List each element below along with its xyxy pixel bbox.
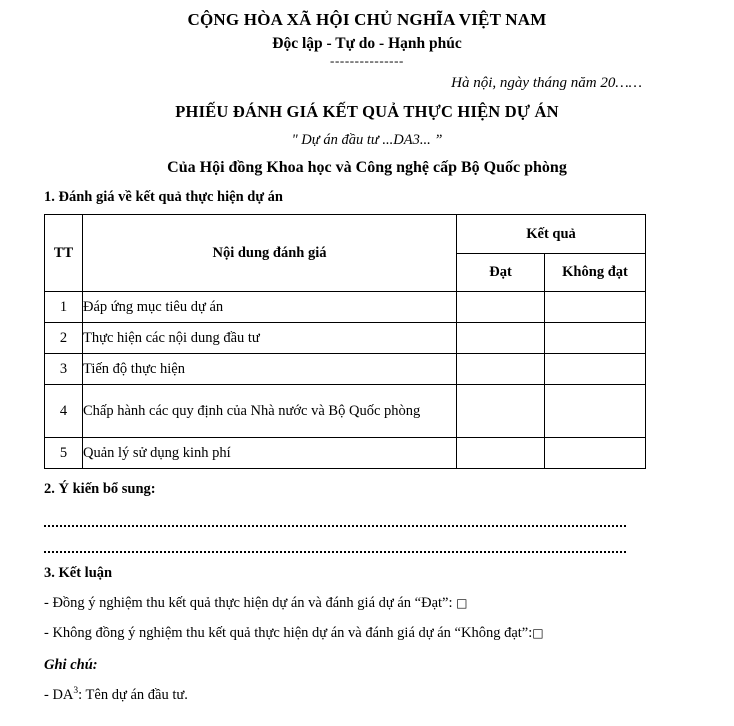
document-subtitle: " Dự án đầu tư ...DA3... ” [291, 132, 443, 149]
row-number: 4 [45, 385, 83, 438]
table-row [45, 438, 646, 469]
column-header-fail: Không đạt [545, 254, 646, 292]
note-prefix: - DA [44, 687, 74, 704]
row-pass-cell[interactable] [457, 438, 545, 469]
national-header [0, 0, 734, 68]
row-content: Chấp hành các quy định của Nhà nước và Bộ Quốc phòng [83, 385, 457, 438]
row-number: 1 [45, 292, 83, 323]
row-pass-cell[interactable] [457, 385, 545, 438]
row-content: Quản lý sử dụng kinh phí [83, 438, 457, 469]
table-header [45, 215, 646, 292]
table-row [45, 385, 646, 438]
checkbox-accept-icon[interactable]: □ [456, 596, 468, 611]
council-line: Của Hội đồng Khoa học và Công nghệ cấp Bộ Quốc phòng [167, 159, 567, 177]
row-pass-cell[interactable] [457, 292, 545, 323]
table-row [45, 354, 646, 385]
section-3-heading: 3. Kết luận [44, 565, 113, 582]
conclusion-reject-label: - Không đồng ý nghiệm thu kết quả thực hiện dự án và đánh giá dự án “Không đạt”: [44, 625, 533, 642]
nation-name: CỘNG HÒA XÃ HỘI CHỦ NGHĨA VIỆT NAM [187, 10, 547, 29]
comment-line-1[interactable] [44, 525, 626, 527]
comment-line-2[interactable] [44, 551, 626, 553]
row-number: 3 [45, 354, 83, 385]
table-row [45, 323, 646, 354]
conclusion-item-accept [44, 595, 734, 612]
date-line: Hà nội, ngày tháng năm 20…… [451, 75, 642, 92]
row-content: Tiến độ thực hiện [83, 354, 457, 385]
row-number: 5 [45, 438, 83, 469]
row-number: 2 [45, 323, 83, 354]
national-motto: Độc lập - Tự do - Hạnh phúc [272, 34, 462, 52]
note-suffix: : Tên dự án đầu tư. [78, 687, 188, 704]
row-pass-cell[interactable] [457, 323, 545, 354]
column-header-tt: TT [45, 215, 83, 292]
page-title: PHIẾU ĐÁNH GIÁ KẾT QUẢ THỰC HIỆN DỰ ÁN [175, 102, 559, 122]
table-row [45, 292, 646, 323]
checkbox-reject-icon[interactable]: □ [532, 626, 544, 641]
row-fail-cell[interactable] [545, 292, 646, 323]
section-2-heading: 2. Ý kiến bổ sung: [44, 481, 156, 498]
notes-heading: Ghi chú: [44, 657, 98, 674]
conclusion-item-reject [44, 625, 734, 642]
row-fail-cell[interactable] [545, 323, 646, 354]
row-fail-cell[interactable] [545, 438, 646, 469]
row-content: Đáp ứng mục tiêu dự án [83, 292, 457, 323]
column-header-result: Kết quả [457, 215, 646, 254]
note-superscript: 3 [73, 686, 79, 697]
section-1-heading: 1. Đánh giá về kết quả thực hiện dự án [44, 189, 283, 206]
evaluation-table [44, 214, 646, 469]
conclusion-accept-label: - Đồng ý nghiệm thu kết quả thực hiện dự án và đánh giá dự án “Đạt”: [44, 595, 453, 612]
table-header-row-1 [45, 215, 646, 254]
column-header-content: Nội dung đánh giá [83, 215, 457, 292]
row-fail-cell[interactable] [545, 354, 646, 385]
table-body [45, 292, 646, 469]
header-separator: --------------- [330, 53, 404, 69]
row-fail-cell[interactable] [545, 385, 646, 438]
row-content: Thực hiện các nội dung đầu tư [83, 323, 457, 354]
note-item [44, 686, 734, 704]
row-pass-cell[interactable] [457, 354, 545, 385]
column-header-pass: Đạt [457, 254, 545, 292]
